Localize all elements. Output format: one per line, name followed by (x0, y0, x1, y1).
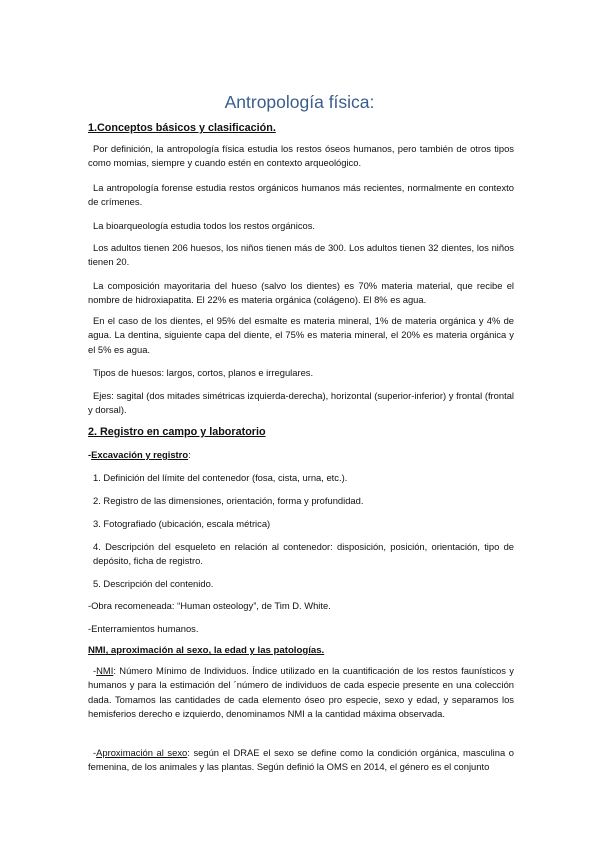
list-item: 5. Descripción del contenido. (93, 578, 214, 589)
list-item: 1. Definición del límite del contenedor (fosa, cista, urna, etc.). (93, 472, 348, 483)
section-2-heading: 2. Registro en campo y laboratorio (88, 426, 266, 438)
list-item: 3. Fotografiado (ubicación, escala métrica) (93, 518, 271, 529)
list-item: 2. Registro de las dimensiones, orientación, forma y profundidad. (93, 495, 364, 506)
paragraph-sex-approximation: -Aproximación al sexo: según el DRAE el sexo se define como la condición orgánica, masculina o femenina, de los animales y las plantas. Según definió la OMS en 2014, el género es el conjunto (88, 747, 515, 773)
document-title: Antropología física: (224, 92, 375, 112)
paragraph-definition: Por definición, la antropología física estudia los restos óseos humanos, pero también de otros tipos como momias, siempre y cuando estén en contexto arqueológico. (88, 143, 514, 169)
recommended-book: -Obra recomeneada: “Human osteology”, de Tim D. White. (88, 600, 331, 611)
paragraph-teeth-composition: En el caso de los dientes, el 95% del esmalte es materia mineral, 1% de materia orgánica y 4% de agua. La dentina, siguiente capa del diente, el 75% es materia mineral, el 20% es materia orgánica y el 5% es agua. (88, 315, 514, 355)
paragraph-bioarchaeology: La bioarqueología estudia todos los restos orgánicos. (93, 220, 316, 231)
list-item: 4. Descripción del esqueleto en relación al contenedor: disposición, posición, orientación, tipo de depósito, ficha de registro. (93, 541, 514, 567)
paragraph-bones-count: Los adultos tienen 206 huesos, los niños tienen más de 300. Los adultos tienen 32 dientes, los niños tienen 20. (88, 242, 514, 268)
human-burials: -Enterramientos humanos. (88, 623, 199, 634)
section-1-heading: 1.Conceptos básicos y clasificación. (88, 122, 276, 134)
excavation-subheading: -Excavación y registro: (88, 449, 191, 460)
paragraph-bone-composition: La composición mayoritaria del hueso (salvo los dientes) es 70% materia material, que recibe el nombre de hidroxiapatita. El 22% es materia orgánica (colágeno). El 8% es agua. (88, 280, 514, 306)
paragraph-forensic: La antropología forense estudia restos orgánicos humanos más recientes, normalmente en contexto de crímenes. (88, 182, 514, 208)
paragraph-bone-types: Tipos de huesos: largos, cortos, planos e irregulares. (93, 367, 314, 378)
paragraph-axes: Ejes: sagital (dos mitades simétricas izquierda-derecha), horizontal (superior-inferior) y frontal (frontal y dorsal). (88, 390, 514, 416)
paragraph-nmi: -NMI: Número Mínimo de Individuos. Índice utilizado en la cuantificación de los restos faunísticos y humanos y para la estimación del ´número de individuos de cada especie presente en una colección dada. Tomamos las cantidades de cada elemento óseo pro especie, sexo y edad, y separamos los hemisferios derecho e izquierdo, denominamos NMI a la cantidad máxima observada. (88, 665, 514, 720)
section-3-heading: NMI, aproximación al sexo, la edad y las patologías. (88, 645, 325, 656)
